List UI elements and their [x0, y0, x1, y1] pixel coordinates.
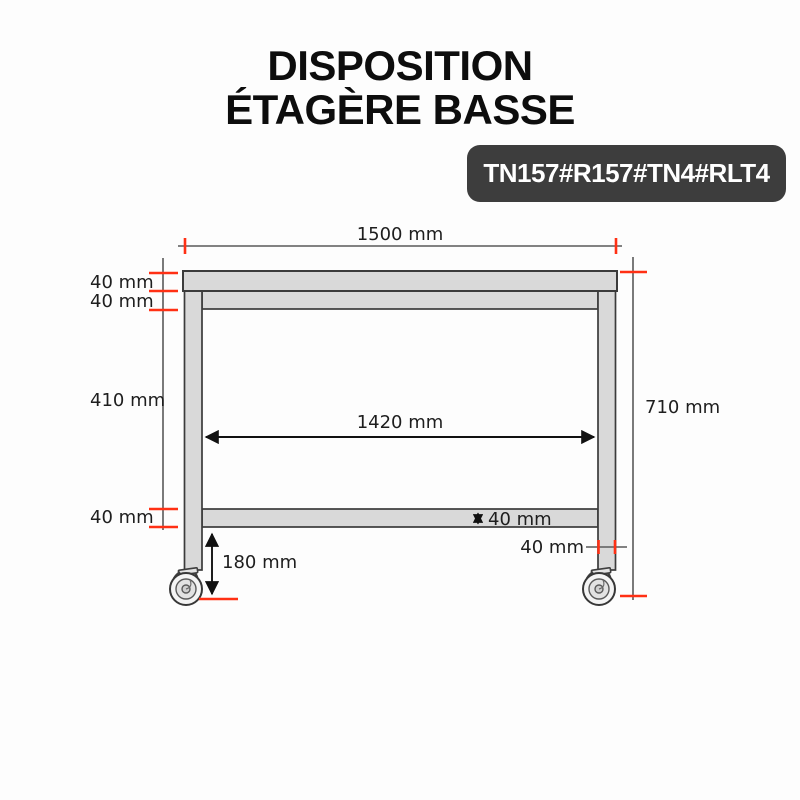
dim-ground-clearance	[199, 534, 297, 599]
dim-inner-width	[206, 412, 594, 437]
dim-label-top-thickness: 40 mm	[90, 272, 154, 293]
page-title-line1: DISPOSITION	[267, 42, 533, 89]
dim-label-inner-width: 1420 mm	[356, 412, 444, 433]
dim-shelf-thickness	[478, 509, 552, 530]
dim-label-leg-width: 40 mm	[520, 537, 584, 558]
dim-overall-height	[620, 257, 720, 600]
left-leg	[185, 291, 203, 570]
dim-left-stack	[90, 258, 178, 530]
left-wheel-hub	[182, 585, 190, 593]
dim-label-overall-height: 710 mm	[645, 397, 721, 418]
dim-label-overall-width: 1500 mm	[356, 224, 444, 245]
product-code-badge: TN157#R157#TN4#RLT4	[467, 145, 786, 202]
dim-label-rail-thickness: 40 mm	[90, 291, 154, 312]
right-leg	[598, 291, 616, 570]
top-rail	[202, 291, 598, 309]
dim-label-ground-clearance: 180 mm	[222, 552, 298, 573]
dim-label-clear-height: 410 mm	[90, 390, 166, 411]
right-wheel-hub	[595, 585, 603, 593]
page-title-line2: ÉTAGÈRE BASSE	[225, 86, 575, 133]
dim-overall-width	[178, 224, 622, 254]
tabletop	[183, 271, 617, 291]
right-caster	[583, 568, 615, 605]
left-caster	[170, 568, 202, 605]
dim-label-shelf-thickness: 40 mm	[488, 509, 552, 530]
dim-label-shelf-left: 40 mm	[90, 507, 154, 528]
